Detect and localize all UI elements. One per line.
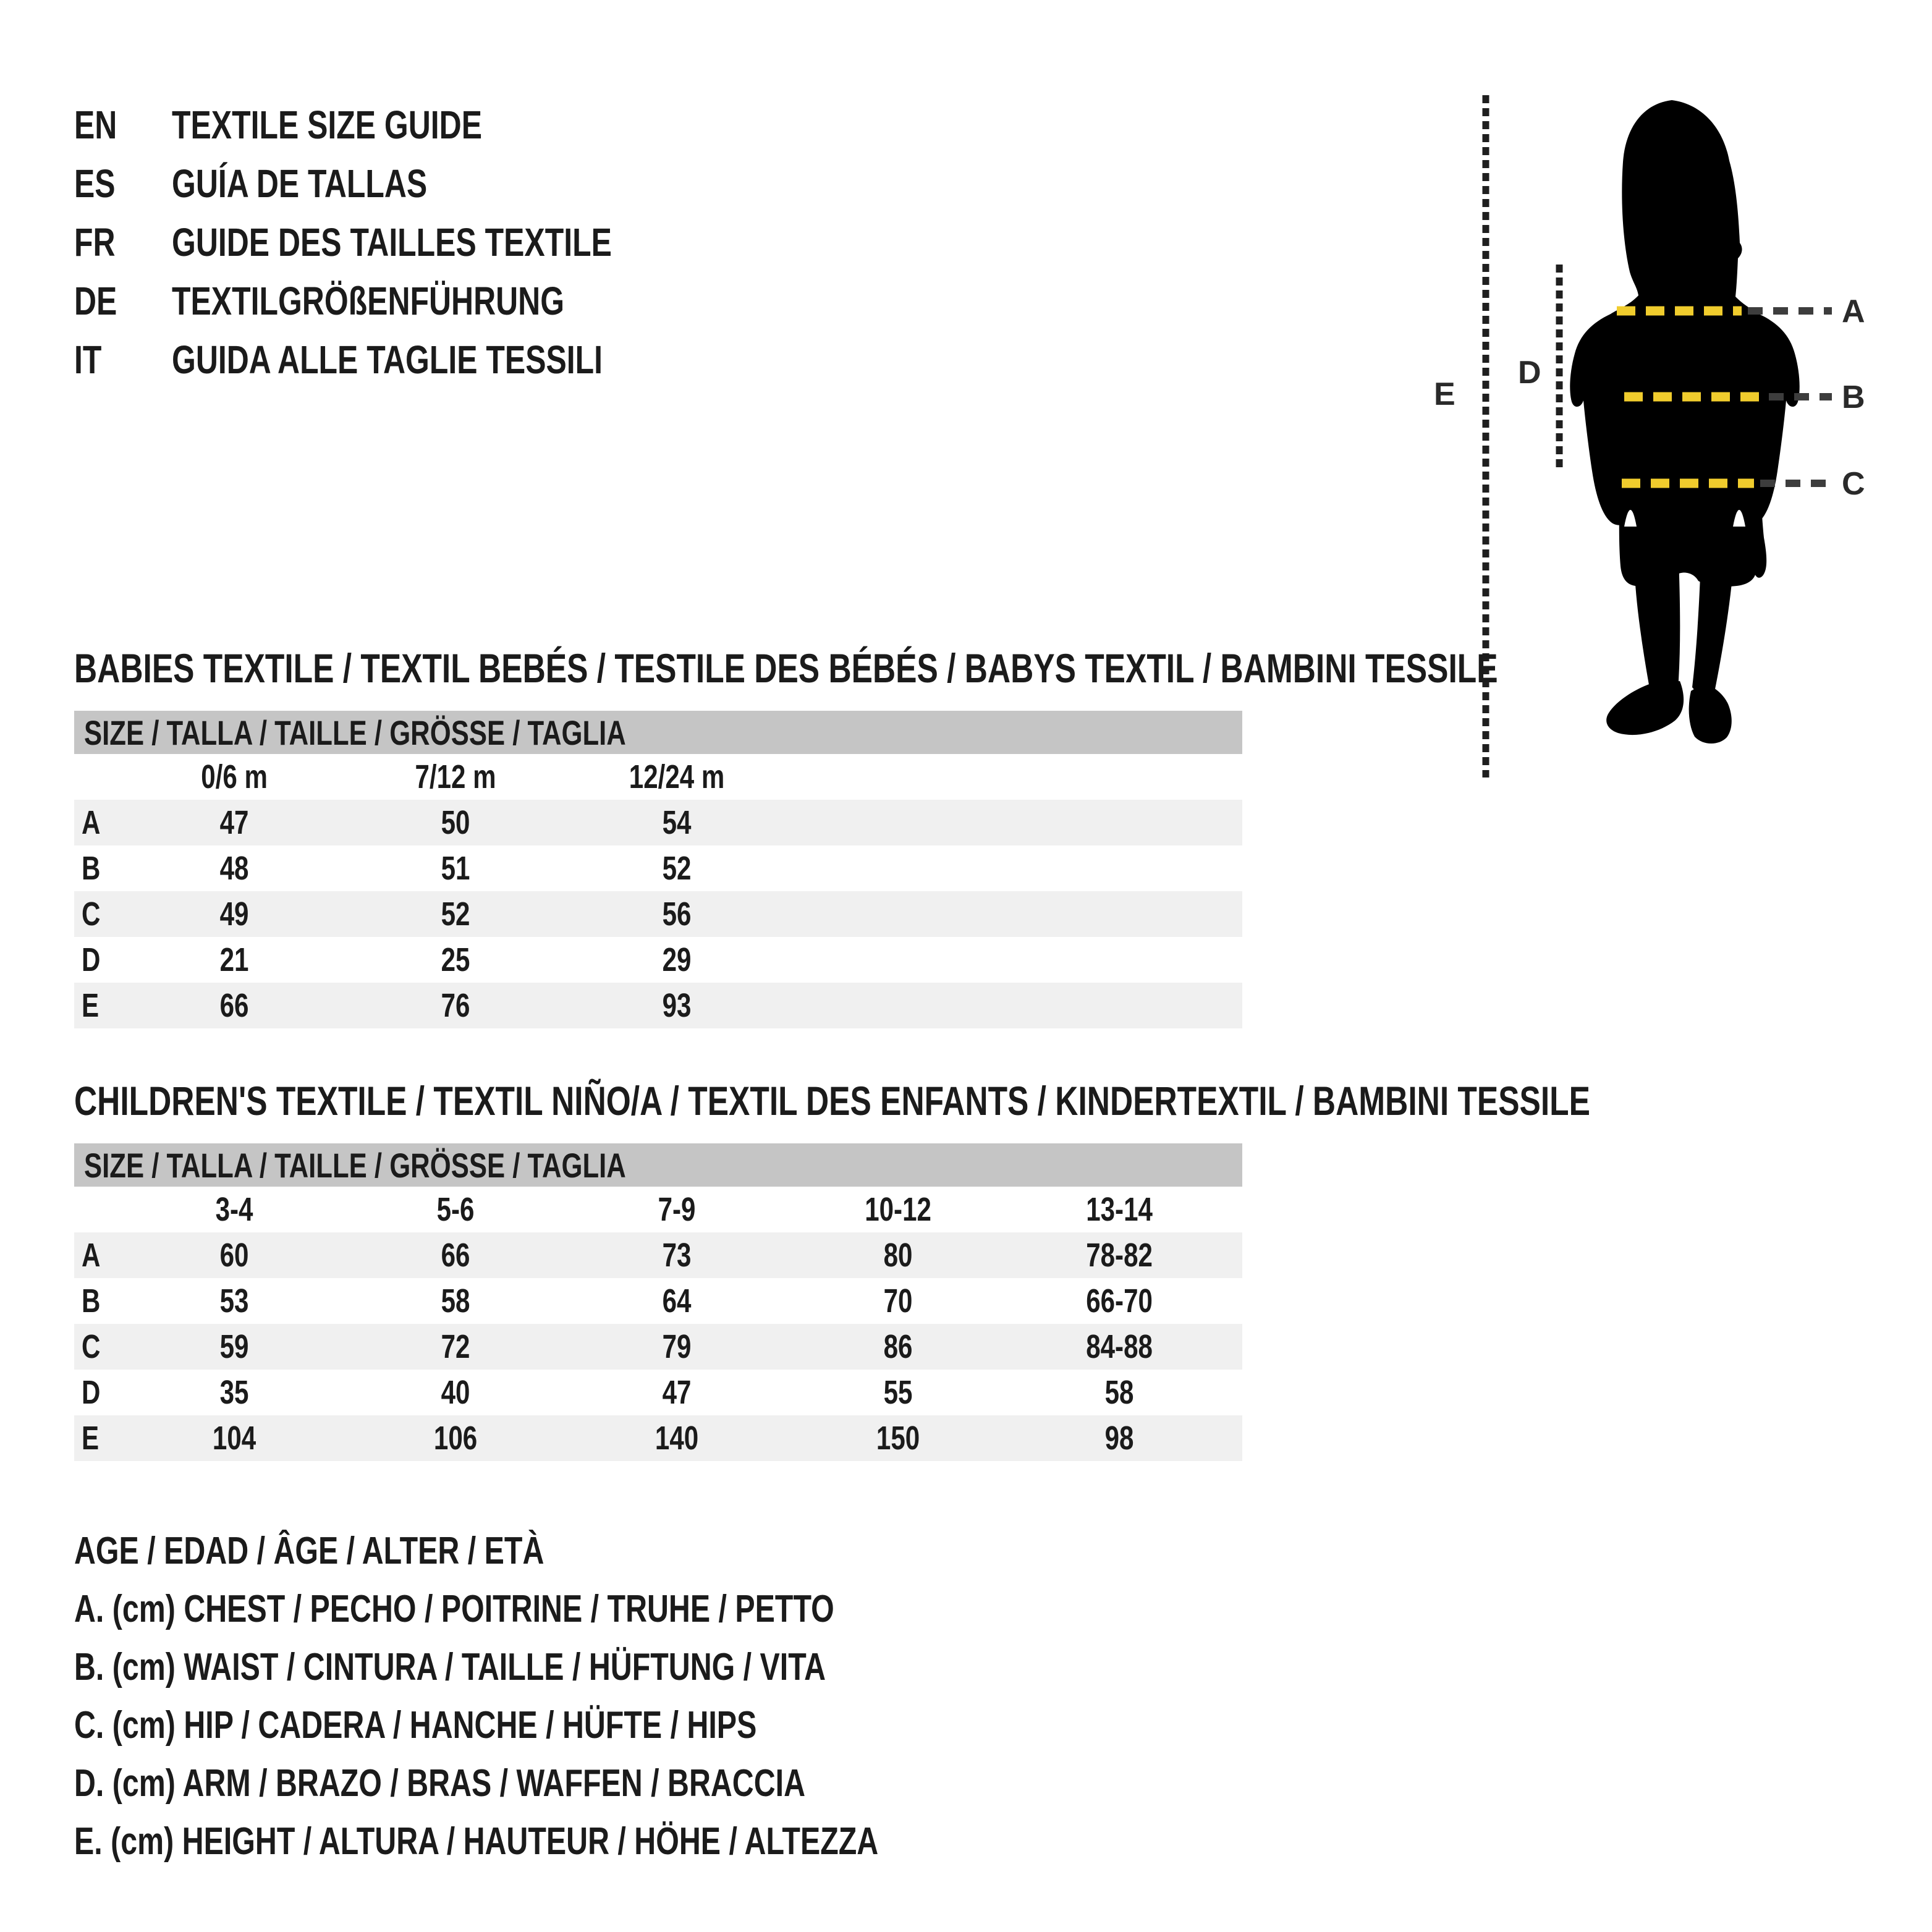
column-header-cell [124, 758, 345, 796]
legend-text: A. (cm) CHEST / PECHO / POITRINE / TRUHE / PETTO [74, 1587, 834, 1630]
value-text: 73 [662, 1237, 692, 1274]
value-text: 86 [883, 1328, 913, 1365]
figure-label-d: D [1518, 355, 1541, 391]
legend-text: B. (cm) WAIST / CINTURA / TAILLE / HÜFTUNG / VITA [74, 1645, 826, 1688]
value-cell [345, 1419, 566, 1457]
language-code [74, 219, 172, 265]
row-label [74, 1328, 124, 1366]
legend-line-height [74, 1812, 1105, 1870]
value-cell [124, 1236, 345, 1274]
column-header-text: 13-14 [1086, 1191, 1153, 1228]
value-cell [345, 1282, 566, 1320]
figure-label-a: A [1842, 294, 1865, 329]
value-text: 47 [219, 804, 249, 841]
value-cell [1009, 1282, 1230, 1320]
value-text: 55 [883, 1374, 913, 1411]
value-cell [124, 803, 345, 842]
language-row-en [74, 95, 736, 154]
column-header-cell [124, 1190, 345, 1229]
language-row-fr [74, 213, 736, 271]
legend-text: AGE / EDAD / ÂGE / ALTER / ETÀ [74, 1529, 544, 1572]
language-code [74, 102, 172, 148]
value-cell [345, 1236, 566, 1274]
children-row-a [74, 1232, 1242, 1278]
language-code-text: EN [74, 102, 117, 147]
legend-text: E. (cm) HEIGHT / ALTURA / HAUTEUR / HÖHE / ALTEZZA [74, 1820, 879, 1863]
value-cell [345, 941, 566, 979]
value-text: 52 [441, 896, 470, 933]
babies-column-header-row [74, 754, 1242, 800]
value-text: 35 [219, 1374, 249, 1411]
row-label [74, 1236, 124, 1274]
value-cell [124, 895, 345, 933]
value-text: 47 [662, 1374, 692, 1411]
value-cell [345, 1328, 566, 1366]
column-header-text: 7-9 [658, 1191, 696, 1228]
language-row-es [74, 154, 736, 213]
babies-row-a [74, 800, 1242, 845]
language-title: GUIDA ALLE TAGLIE TESSILI [172, 337, 603, 382]
language-code [74, 337, 172, 383]
column-header-cell [566, 1190, 787, 1229]
column-header-cell [566, 758, 787, 796]
language-title: TEXTILGRÖßENFÜHRUNG [172, 278, 565, 323]
children-column-header-row [74, 1187, 1242, 1232]
row-label [74, 986, 124, 1025]
value-cell [566, 849, 787, 888]
language-code-text: DE [74, 278, 117, 323]
value-cell [345, 849, 566, 888]
babies-section-title-text: BABIES TEXTILE / TEXTIL BEBÉS / TESTILE DES BÉBÉS / BABYS TEXTIL / BAMBINI TESSILE [74, 645, 1498, 691]
row-label [74, 895, 124, 933]
babies-size-header-bar [74, 711, 1242, 754]
legend-line-arm [74, 1754, 1105, 1812]
legend-line-age [74, 1522, 1105, 1580]
value-text: 150 [876, 1420, 920, 1457]
size-header-text: SIZE / TALLA / TAILLE / GRÖSSE / TAGLIA [84, 713, 626, 752]
value-text: 80 [883, 1237, 913, 1274]
language-code-text: ES [74, 161, 116, 206]
language-title-block [74, 95, 736, 389]
value-cell [124, 1328, 345, 1366]
row-label-text: D [82, 941, 101, 978]
value-text: 93 [662, 987, 692, 1024]
row-label-text: D [82, 1374, 101, 1411]
value-text: 50 [441, 804, 470, 841]
language-row-it [74, 330, 736, 389]
row-label-text: B [82, 850, 101, 887]
size-header-text: SIZE / TALLA / TAILLE / GRÖSSE / TAGLIA [84, 1145, 626, 1185]
language-row-de [74, 271, 736, 330]
language-title: GUÍA DE TALLAS [172, 161, 428, 206]
babies-section-title [74, 645, 1899, 691]
value-text: 58 [1104, 1374, 1134, 1411]
legend-text: D. (cm) ARM / BRAZO / BRAS / WAFFEN / BRACCIA [74, 1761, 806, 1805]
children-section-title-text: CHILDREN'S TEXTILE / TEXTIL NIÑO/A / TEXTIL DES ENFANTS / KINDERTEXTIL / BAMBINI TESSILE [74, 1078, 1590, 1124]
children-row-b [74, 1278, 1242, 1324]
babies-size-table [74, 711, 1242, 1028]
value-text: 54 [662, 804, 692, 841]
row-label [74, 941, 124, 979]
language-code-text: IT [74, 337, 102, 382]
legend-line-hip [74, 1696, 1105, 1754]
measurement-figure [1409, 87, 1897, 810]
value-cell [566, 986, 787, 1025]
column-header-text: 12/24 m [629, 758, 725, 795]
value-cell [345, 895, 566, 933]
babies-row-b [74, 845, 1242, 891]
language-code [74, 161, 172, 206]
language-title: GUIDE DES TAILLES TEXTILE [172, 219, 612, 265]
value-text: 98 [1104, 1420, 1134, 1457]
measurement-legend [74, 1522, 1105, 1870]
row-label-text: E [82, 1420, 100, 1457]
value-cell [566, 941, 787, 979]
child-silhouette [1570, 100, 1799, 744]
figure-label-e: E [1434, 376, 1455, 412]
value-cell [566, 803, 787, 842]
figure-label-c: C [1842, 466, 1865, 502]
column-header-cell [345, 1190, 566, 1229]
value-text: 56 [662, 896, 692, 933]
value-cell [787, 1282, 1009, 1320]
value-cell [124, 1373, 345, 1412]
language-code-text: FR [74, 219, 116, 265]
row-label [74, 1419, 124, 1457]
column-header-text: 3-4 [215, 1191, 253, 1228]
row-label [74, 849, 124, 888]
value-text: 59 [219, 1328, 249, 1365]
value-text: 52 [662, 850, 692, 887]
figure-label-b: B [1842, 379, 1865, 415]
value-cell [566, 1282, 787, 1320]
row-label-text: E [82, 987, 100, 1024]
value-text: 72 [441, 1328, 470, 1365]
children-row-e [74, 1415, 1242, 1461]
language-title: TEXTILE SIZE GUIDE [172, 102, 483, 147]
legend-text: C. (cm) HIP / CADERA / HANCHE / HÜFTE / HIPS [74, 1703, 757, 1747]
value-cell [1009, 1419, 1230, 1457]
value-text: 106 [433, 1420, 478, 1457]
value-cell [566, 1373, 787, 1412]
value-text: 76 [441, 987, 470, 1024]
row-label-text: C [82, 1328, 101, 1365]
value-text: 70 [883, 1282, 913, 1320]
value-cell [787, 1236, 1009, 1274]
babies-row-d [74, 937, 1242, 983]
value-text: 49 [219, 896, 249, 933]
value-cell [566, 1419, 787, 1457]
value-cell [566, 1328, 787, 1366]
column-header-cell [1009, 1190, 1230, 1229]
value-text: 66 [219, 987, 249, 1024]
value-text: 84-88 [1086, 1328, 1153, 1365]
children-row-d [74, 1370, 1242, 1415]
value-cell [1009, 1328, 1230, 1366]
value-cell [345, 986, 566, 1025]
value-text: 79 [662, 1328, 692, 1365]
row-label-text: C [82, 896, 101, 933]
row-label [74, 1373, 124, 1412]
value-cell [566, 895, 787, 933]
value-cell [1009, 1236, 1230, 1274]
value-cell [345, 803, 566, 842]
column-header-cell [345, 758, 566, 796]
silhouette-right-shoe [1689, 684, 1732, 744]
value-text: 48 [219, 850, 249, 887]
value-cell [345, 1373, 566, 1412]
value-text: 140 [655, 1420, 699, 1457]
value-text: 60 [219, 1237, 249, 1274]
children-section-title [74, 1078, 1932, 1124]
value-cell [566, 1236, 787, 1274]
column-header-text: 10-12 [865, 1191, 931, 1228]
value-text: 64 [662, 1282, 692, 1320]
column-header-cell [787, 1190, 1009, 1229]
value-text: 58 [441, 1282, 470, 1320]
value-text: 40 [441, 1374, 470, 1411]
value-text: 29 [662, 941, 692, 978]
value-cell [124, 849, 345, 888]
value-cell [124, 941, 345, 979]
value-cell [124, 1282, 345, 1320]
value-text: 104 [212, 1420, 256, 1457]
value-cell [124, 986, 345, 1025]
legend-line-waist [74, 1638, 1105, 1696]
row-label-text: B [82, 1282, 101, 1320]
value-text: 21 [219, 941, 249, 978]
children-size-header-bar [74, 1143, 1242, 1187]
value-text: 25 [441, 941, 470, 978]
row-label [74, 803, 124, 842]
silhouette-left-shoe [1606, 681, 1684, 735]
value-text: 66-70 [1086, 1282, 1153, 1320]
column-header-text: 5-6 [436, 1191, 475, 1228]
children-row-c [74, 1324, 1242, 1370]
column-header-text: 7/12 m [415, 758, 496, 795]
row-label [74, 1282, 124, 1320]
value-text: 78-82 [1086, 1237, 1153, 1274]
babies-row-e [74, 983, 1242, 1028]
language-code [74, 278, 172, 324]
legend-line-chest [74, 1580, 1105, 1638]
row-label-text: A [82, 1237, 101, 1274]
column-header-text: 0/6 m [201, 758, 268, 795]
value-cell [124, 1419, 345, 1457]
babies-row-c [74, 891, 1242, 937]
value-text: 53 [219, 1282, 249, 1320]
value-cell [787, 1373, 1009, 1412]
value-cell [1009, 1373, 1230, 1412]
row-label-text: A [82, 804, 101, 841]
value-text: 66 [441, 1237, 470, 1274]
value-text: 51 [441, 850, 470, 887]
children-size-table [74, 1143, 1242, 1461]
value-cell [787, 1328, 1009, 1366]
value-cell [787, 1419, 1009, 1457]
